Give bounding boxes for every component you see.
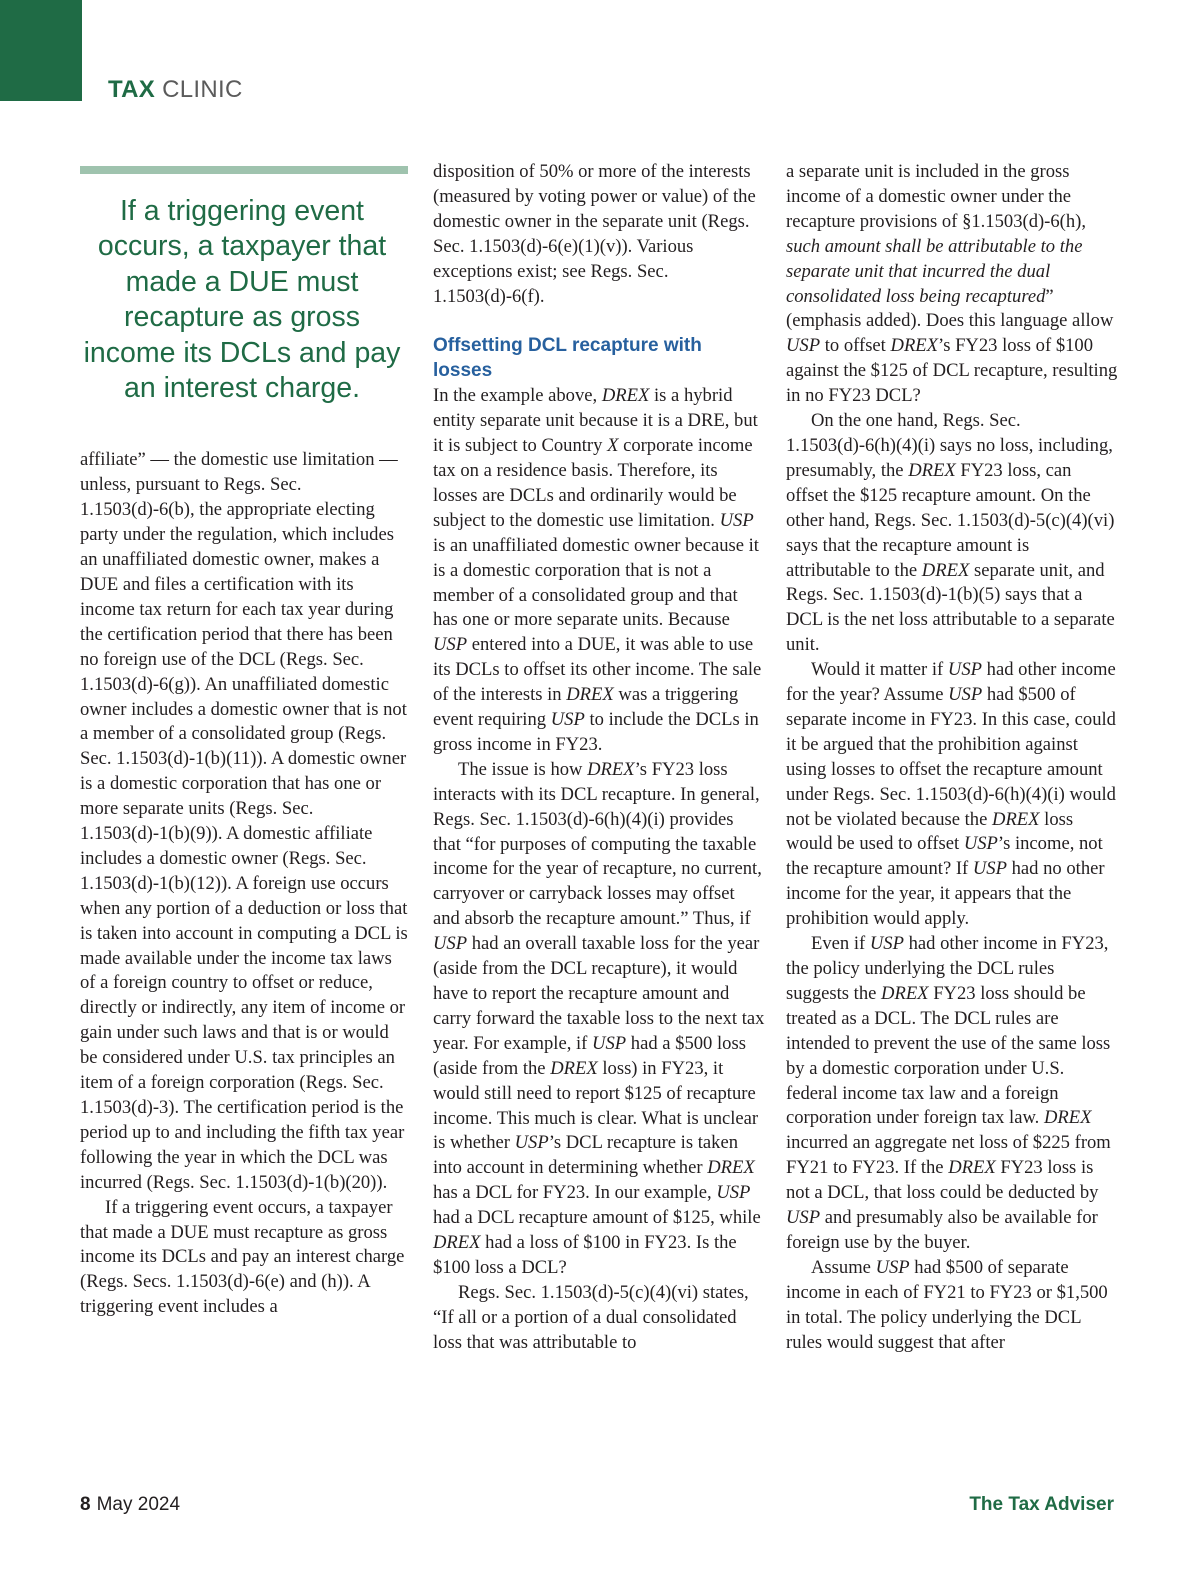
section-heading: Offsetting DCL recapture with losses xyxy=(433,335,702,382)
body-paragraph: Even if USP had other income in FY23, the policy underlying the DCL rules suggests the DREX FY23 loss should be treated as a DCL. The DCL rules are intended to prevent the use of the same loss by a domestic corporation under U.S. federal income tax law and a foreign corporation under foreign tax law. DREX incurred an aggregate net loss of $225 from FY21 to FY23. If the DREX FY23 loss is not a DCL, that loss could be deducted by USP and presumably also be available for foreign use by the buyer. xyxy=(786,933,1111,1253)
pull-quote: If a triggering event occurs, a taxpayer that made a DUE must recapture as gross income its DCLs and pay an interest charge. xyxy=(83,195,401,405)
body-paragraph: disposition of 50% or more of the interests (measured by voting power or value) of the domestic owner in the separate unit (Regs. Sec. 1.1503(d)-6(e)(1)(v)). Various exceptions exist; see Regs. Sec. 1.1503(d)-6(f). xyxy=(433,161,756,307)
column-2 xyxy=(433,160,765,1356)
body-paragraph: If a triggering event occurs, a taxpayer that made a DUE must recapture as gross income its DCLs and pay an interest charge (Regs. Secs. 1.1503(d)-6(e) and (h)). A triggering event includes a xyxy=(80,1196,405,1318)
body-paragraph: Assume USP had $500 of separate income in each of FY21 to FY23 or $1,500 in total. The policy underlying the DCL rules would suggest that after xyxy=(786,1256,1108,1353)
pull-quote-rule xyxy=(80,166,408,174)
column-1 xyxy=(80,160,410,1320)
column-3 xyxy=(786,160,1118,1356)
body-paragraph: Regs. Sec. 1.1503(d)-5(c)(4)(vi) states, “If all or a portion of a dual consolidated loss that was attributable to xyxy=(433,1281,749,1353)
footer-page-date xyxy=(80,1494,180,1516)
publication-name: The Tax Adviser xyxy=(969,1494,1114,1515)
body-paragraph: In the example above, DREX is a hybrid entity separate unit because it is a DRE, but it is subject to Country X corporate income tax on a residence basis. Therefore, its losses are DCLs and ordinarily would be subject to the domestic use limitation. USP is an unaffiliated domestic owner because it is a domestic corporation that is not a member of a consolidated group and that has one or more separate units. Because USP entered into a DUE, it was able to use its DCLs to offset its other income. The sale of the interests in DREX was a triggering event requiring USP to include the DCLs in gross income in FY23. xyxy=(433,385,762,755)
section-label-light: CLINIC xyxy=(162,76,243,103)
section-label-bold: TAX xyxy=(108,76,156,103)
body-paragraph: The issue is how DREX’s FY23 loss interacts with its DCL recapture. In general, Regs. Sec. 1.1503(d)-6(h)(4)(i) provides that “for purposes of computing the taxable income for the year of recapture, no current, carryover or carryback losses may offset and absorb the recapture amount.” Thus, if USP had an overall taxable loss for the year (aside from the DCL recapture), it would have to report the recapture amount and carry forward the taxable loss to the next tax year. For example, if USP had a $500 loss (aside from the DREX loss) in FY23, it would still need to report $125 of recapture income. This much is clear. What is unclear is whether USP’s DCL recapture is taken into account in determining whether DREX has a DCL for FY23. In our example, USP had a DCL recapture amount of $125, while DREX had a loss of $100 in FY23. Is the $100 loss a DCL? xyxy=(433,758,765,1278)
green-corner-block xyxy=(0,0,82,101)
page-number: 8 xyxy=(80,1494,91,1515)
section-label xyxy=(108,76,243,104)
body-paragraph: affiliate” — the domestic use limitation — unless, pursuant to Regs. Sec. 1.1503(d)-6(b), the appropriate electing party under the regulation, which includes an unaffiliated domestic owner, makes a DUE and files a certification with its income tax return for each tax year during the certification period that there has been no foreign use of the DCL (Regs. Sec. 1.1503(d)-6(g)). An unaffiliated domestic owner includes a domestic owner that is not a member of a consolidated group (Regs. Sec. 1.1503(d)-1(b)(11)). A domestic owner is a domestic corporation that has one or more separate units (Regs. Sec. 1.1503(d)-1(b)(9)). A domestic affiliate includes a domestic owner (Regs. Sec. 1.1503(d)-1(b)(12)). A foreign use occurs when any portion of a deduction or loss that is taken into account in computing a DCL is made available under the income tax laws of a foreign country to offset or reduce, directly or indirectly, any item of income or gain under such laws and that is or would be considered under U.S. tax principles an item of a foreign corporation (Regs. Sec. 1.1503(d)-3). The certification period is the period up to and including the fifth tax year following the year in which the DCL was incurred (Regs. Sec. 1.1503(d)-1(b)(20)). xyxy=(80,449,408,1193)
body-paragraph: On the one hand, Regs. Sec. 1.1503(d)-6(h)(4)(i) says no loss, including, presumably, the DREX FY23 loss, can offset the $125 recapture amount. On the other hand, Regs. Sec. 1.1503(d)-5(c)(4)(vi) says that the recapture amount is attributable to the DREX separate unit, and Regs. Sec. 1.1503(d)-1(b)(5) says that a DCL is the net loss attributable to a separate unit. xyxy=(786,410,1115,656)
column-1-body xyxy=(80,448,410,1320)
issue-date: May 2024 xyxy=(96,1494,181,1515)
body-paragraph: Would it matter if USP had other income for the year? Assume USP had $500 of separate income in FY23. In this case, could it be argued that the prohibition against using losses to offset the recapture amount under Regs. Sec. 1.1503(d)-6(h)(4)(i) would not be violated because the DREX loss would be used to offset USP’s income, not the recapture amount? If USP had no other income for the year, it appears that the prohibition would apply. xyxy=(786,659,1116,930)
body-paragraph: a separate unit is included in the gross income of a domestic owner under the recapture provisions of §1.1503(d)-6(h), such amount shall be attributable to the separate unit that incurred the dual consolidated loss being recaptured” (emphasis added). Does this language allow USP to offset DREX’s FY23 loss of $100 against the $125 of DCL recapture, resulting in no FY23 DCL? xyxy=(786,161,1118,407)
